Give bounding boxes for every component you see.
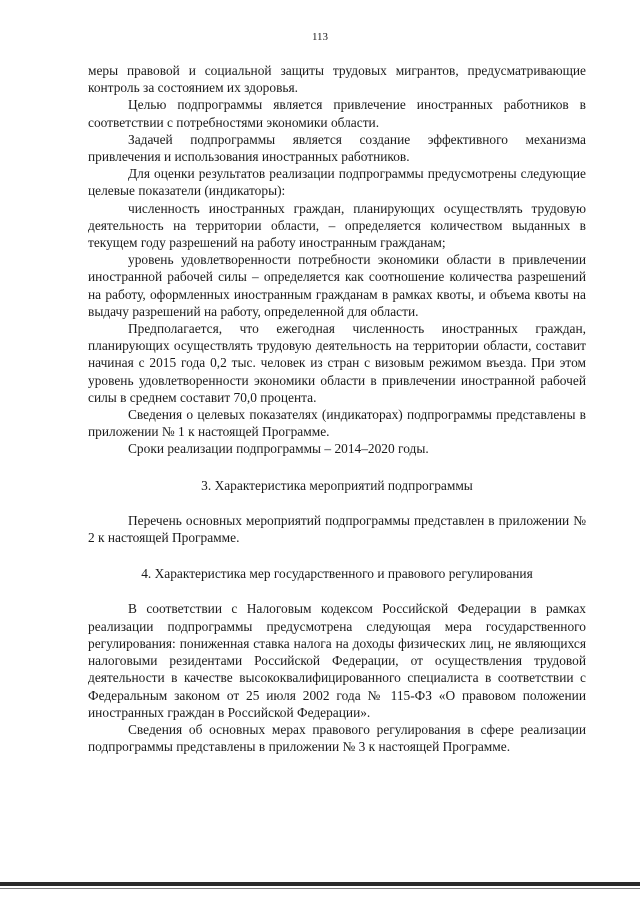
page-number: 113 xyxy=(311,31,329,43)
paragraph: Задачей подпрограммы является создание эффективного механизма привлечения и использования иностранных работников. xyxy=(88,131,586,165)
document-body xyxy=(88,62,586,755)
paragraph: В соответствии с Налоговым кодексом Российской Федерации в рамках реализации подпрограммы предусмотрена следующая мера государственного регулирования: пониженная ставка налога на доходы физических лиц, не являющихся налоговыми резидентами Российской Федерации, от осуществления трудовой деятельности в качестве высококвалифицированного специалиста в соответствии с Федеральным законом от 25 июля 2002 года № 115-ФЗ «О правовом положении иностранных граждан в Российской Федерации». xyxy=(88,601,586,720)
scan-edge-line xyxy=(0,888,640,889)
indicator-item: численность иностранных граждан, планирующих осуществлять трудовую деятельность на территории области, – определяется количеством выданных в текущем году разрешений на работу иностранным гражданам; xyxy=(88,200,586,251)
indicator-item: уровень удовлетворенности потребности экономики области в привлечении иностранной рабочей силы – определяется как соотношение количества разрешений на работу, оформленных иностранным гражданам в рамках квоты, и объема квоты на выдачу разрешений на работу, определенной для области. xyxy=(88,252,586,319)
section-heading: 4. Характеристика мер государственного и правового регулирования xyxy=(141,566,533,582)
paragraph: Целью подпрограммы является привлечение иностранных работников в соответствии с потребностями экономики области. xyxy=(88,97,586,130)
paragraph: Для оценки результатов реализации подпрограммы предусмотрены следующие целевые показатели (индикаторы): xyxy=(88,166,586,199)
paragraph: Сроки реализации подпрограммы – 2014–2020 годы. xyxy=(128,441,429,457)
paragraph: меры правовой и социальной защиты трудовых мигрантов, предусматривающие контроль за состоянием их здоровья. xyxy=(88,63,586,96)
section-heading: 3. Характеристика мероприятий подпрограммы xyxy=(201,477,473,493)
paragraph: Перечень основных мероприятий подпрограммы представлен в приложении № 2 к настоящей Программе. xyxy=(88,512,586,546)
scan-edge-bar xyxy=(0,882,640,886)
paragraph: Предполагается, что ежегодная численность иностранных граждан, планирующих осуществлять трудовую деятельность на территории области, составит начиная с 2015 года 0,2 тыс. человек из стран с визовым режимом въезда. При этом уровень удовлетворенности экономики области в привлечении иностранной рабочей силы в среднем составит 70,0 процента. xyxy=(88,321,586,405)
paragraph: Сведения о целевых показателях (индикаторах) подпрограммы представлены в приложении № 1 к настоящей Программе. xyxy=(88,407,586,440)
paragraph: Сведения об основных мерах правового регулирования в сфере реализации подпрограммы представлены в приложении № 3 к настоящей Программе. xyxy=(88,721,586,755)
